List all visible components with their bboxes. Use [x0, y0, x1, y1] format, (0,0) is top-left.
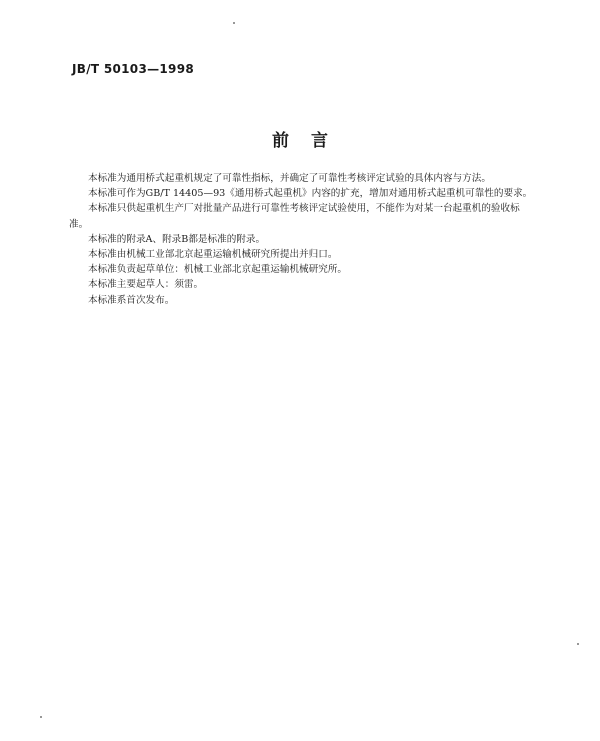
paragraph: 本标准由机械工业部北京起重运输机械研究所提出并归口。 — [88, 249, 338, 261]
paragraph: 本标准只供起重机生产厂对批量产品进行可靠性考核评定试验使用，不能作为对某一台起重机的验收标准。 — [69, 203, 520, 230]
scan-speck-top — [233, 22, 235, 24]
page-title: 前言 — [272, 131, 350, 151]
scan-speck-right — [577, 643, 579, 645]
paragraph: 本标准系首次发布。 — [88, 294, 175, 306]
paragraph: 本标准可作为GB/T 14405—93《通用桥式起重机》内容的扩充，增加对通用桥式起重机可靠性的要求。 — [88, 188, 533, 200]
paragraph: 本标准主要起草人：须雷。 — [88, 279, 204, 291]
foreword-body — [69, 171, 537, 308]
paragraph: 本标准的附录A、附录B都是标准的附录。 — [88, 233, 266, 245]
document-code: JB/T 50103—1998 — [72, 62, 195, 76]
paragraph: 本标准为通用桥式起重机规定了可靠性指标，并确定了可靠性考核评定试验的具体内容与方法。 — [88, 173, 491, 184]
scan-speck-bottom — [40, 716, 42, 718]
paragraph: 本标准负责起草单位：机械工业部北京起重运输机械研究所。 — [88, 264, 348, 276]
